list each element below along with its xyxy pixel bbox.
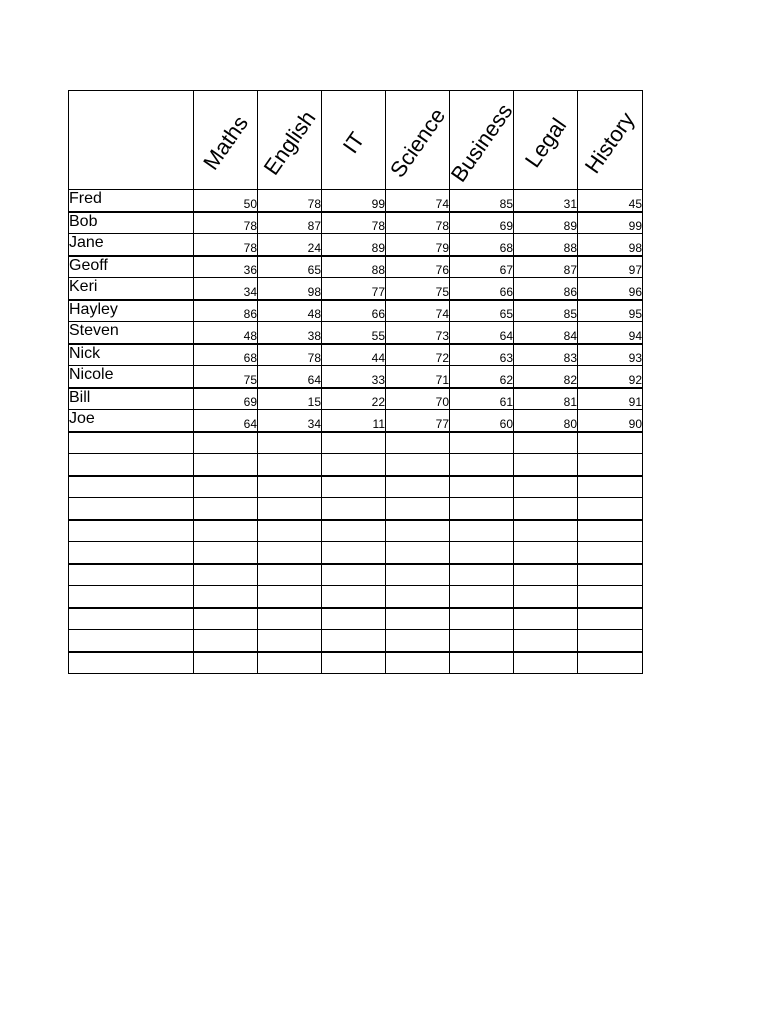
empty-row xyxy=(69,630,643,652)
empty-cell xyxy=(194,432,258,454)
empty-cell xyxy=(386,454,450,476)
score-cell: 65 xyxy=(450,300,514,322)
score-cell: 85 xyxy=(450,190,514,212)
empty-cell xyxy=(514,542,578,564)
empty-cell xyxy=(514,432,578,454)
empty-cell xyxy=(514,564,578,586)
score-cell: 44 xyxy=(322,344,386,366)
empty-cell xyxy=(194,476,258,498)
student-name: Nick xyxy=(69,344,194,366)
score-cell: 77 xyxy=(322,278,386,300)
empty-cell xyxy=(386,432,450,454)
empty-row xyxy=(69,454,643,476)
empty-cell xyxy=(69,432,194,454)
score-cell: 50 xyxy=(194,190,258,212)
empty-cell xyxy=(578,652,643,674)
empty-cell xyxy=(514,608,578,630)
student-name: Bill xyxy=(69,388,194,410)
empty-cell xyxy=(450,432,514,454)
empty-cell xyxy=(386,476,450,498)
empty-cell xyxy=(322,652,386,674)
score-cell: 82 xyxy=(514,366,578,388)
score-cell: 71 xyxy=(386,366,450,388)
score-cell: 78 xyxy=(386,212,450,234)
header-label: English xyxy=(258,105,321,180)
score-cell: 63 xyxy=(450,344,514,366)
header-history xyxy=(578,91,643,190)
empty-row xyxy=(69,586,643,608)
empty-cell xyxy=(258,564,322,586)
empty-cell xyxy=(450,476,514,498)
score-cell: 78 xyxy=(322,212,386,234)
table-row xyxy=(69,190,643,212)
empty-cell xyxy=(322,586,386,608)
score-cell: 80 xyxy=(514,410,578,432)
empty-cell xyxy=(258,520,322,542)
grades-table xyxy=(68,90,643,674)
score-cell: 31 xyxy=(514,190,578,212)
score-cell: 89 xyxy=(514,212,578,234)
corner-cell xyxy=(69,91,194,190)
score-cell: 88 xyxy=(514,234,578,256)
empty-cell xyxy=(322,520,386,542)
empty-cell xyxy=(514,454,578,476)
empty-cell xyxy=(258,542,322,564)
score-cell: 22 xyxy=(322,388,386,410)
score-cell: 88 xyxy=(322,256,386,278)
table-row xyxy=(69,256,643,278)
header-science xyxy=(386,91,450,190)
header-maths xyxy=(194,91,258,190)
score-cell: 24 xyxy=(258,234,322,256)
empty-cell xyxy=(578,454,643,476)
score-cell: 74 xyxy=(386,300,450,322)
score-cell: 64 xyxy=(194,410,258,432)
score-cell: 36 xyxy=(194,256,258,278)
empty-cell xyxy=(514,630,578,652)
score-cell: 99 xyxy=(578,212,643,234)
empty-cell xyxy=(258,608,322,630)
empty-cell xyxy=(194,652,258,674)
score-cell: 34 xyxy=(258,410,322,432)
empty-row xyxy=(69,432,643,454)
score-cell: 45 xyxy=(578,190,643,212)
table-row xyxy=(69,322,643,344)
score-cell: 98 xyxy=(258,278,322,300)
table-row xyxy=(69,278,643,300)
score-cell: 48 xyxy=(194,322,258,344)
student-name: Fred xyxy=(69,190,194,212)
score-cell: 62 xyxy=(450,366,514,388)
student-name: Joe xyxy=(69,410,194,432)
score-cell: 79 xyxy=(386,234,450,256)
score-cell: 85 xyxy=(514,300,578,322)
score-cell: 93 xyxy=(578,344,643,366)
empty-cell xyxy=(69,520,194,542)
empty-cell xyxy=(194,608,258,630)
empty-cell xyxy=(258,652,322,674)
empty-cell xyxy=(386,652,450,674)
score-cell: 75 xyxy=(386,278,450,300)
score-cell: 78 xyxy=(194,212,258,234)
score-cell: 69 xyxy=(194,388,258,410)
score-cell: 11 xyxy=(322,410,386,432)
score-cell: 68 xyxy=(450,234,514,256)
empty-cell xyxy=(386,608,450,630)
score-cell: 72 xyxy=(386,344,450,366)
score-cell: 73 xyxy=(386,322,450,344)
empty-cell xyxy=(578,476,643,498)
score-cell: 87 xyxy=(258,212,322,234)
empty-cell xyxy=(322,432,386,454)
score-cell: 91 xyxy=(578,388,643,410)
empty-cell xyxy=(69,630,194,652)
header-label: Maths xyxy=(197,110,253,175)
empty-cell xyxy=(386,520,450,542)
header-it xyxy=(322,91,386,190)
student-name: Geoff xyxy=(69,256,194,278)
empty-cell xyxy=(322,564,386,586)
empty-cell xyxy=(194,630,258,652)
empty-cell xyxy=(514,520,578,542)
header-legal xyxy=(514,91,578,190)
empty-cell xyxy=(322,608,386,630)
empty-cell xyxy=(386,630,450,652)
score-cell: 84 xyxy=(514,322,578,344)
empty-cell xyxy=(450,520,514,542)
score-cell: 15 xyxy=(258,388,322,410)
score-cell: 33 xyxy=(322,366,386,388)
empty-cell xyxy=(194,542,258,564)
student-name: Hayley xyxy=(69,300,194,322)
empty-cell xyxy=(514,586,578,608)
score-cell: 61 xyxy=(450,388,514,410)
score-cell: 90 xyxy=(578,410,643,432)
empty-cell xyxy=(322,542,386,564)
score-cell: 70 xyxy=(386,388,450,410)
score-cell: 74 xyxy=(386,190,450,212)
table-row xyxy=(69,300,643,322)
score-cell: 60 xyxy=(450,410,514,432)
score-cell: 68 xyxy=(194,344,258,366)
score-cell: 78 xyxy=(194,234,258,256)
score-cell: 38 xyxy=(258,322,322,344)
empty-cell xyxy=(386,586,450,608)
score-cell: 89 xyxy=(322,234,386,256)
empty-cell xyxy=(194,454,258,476)
score-cell: 83 xyxy=(514,344,578,366)
empty-cell xyxy=(322,454,386,476)
score-cell: 78 xyxy=(258,344,322,366)
empty-cell xyxy=(69,652,194,674)
empty-cell xyxy=(578,586,643,608)
score-cell: 65 xyxy=(258,256,322,278)
score-cell: 97 xyxy=(578,256,643,278)
empty-cell xyxy=(386,498,450,520)
table-row xyxy=(69,388,643,410)
empty-cell xyxy=(514,498,578,520)
score-cell: 55 xyxy=(322,322,386,344)
score-cell: 66 xyxy=(450,278,514,300)
empty-row xyxy=(69,542,643,564)
table-row xyxy=(69,344,643,366)
empty-cell xyxy=(258,630,322,652)
score-cell: 69 xyxy=(450,212,514,234)
empty-row xyxy=(69,652,643,674)
empty-cell xyxy=(578,520,643,542)
empty-cell xyxy=(514,652,578,674)
score-cell: 75 xyxy=(194,366,258,388)
empty-cell xyxy=(258,432,322,454)
empty-row xyxy=(69,564,643,586)
score-cell: 92 xyxy=(578,366,643,388)
empty-cell xyxy=(450,586,514,608)
empty-cell xyxy=(322,630,386,652)
score-cell: 48 xyxy=(258,300,322,322)
empty-cell xyxy=(69,454,194,476)
score-cell: 86 xyxy=(194,300,258,322)
empty-cell xyxy=(514,476,578,498)
score-cell: 95 xyxy=(578,300,643,322)
header-label: Science xyxy=(384,103,450,182)
empty-cell xyxy=(450,630,514,652)
empty-cell xyxy=(322,498,386,520)
empty-cell xyxy=(258,498,322,520)
header-label: Legal xyxy=(519,113,571,172)
empty-cell xyxy=(450,498,514,520)
empty-row xyxy=(69,476,643,498)
score-cell: 67 xyxy=(450,256,514,278)
score-cell: 98 xyxy=(578,234,643,256)
empty-cell xyxy=(69,498,194,520)
table-row xyxy=(69,234,643,256)
empty-cell xyxy=(386,564,450,586)
empty-cell xyxy=(69,586,194,608)
score-cell: 96 xyxy=(578,278,643,300)
score-cell: 64 xyxy=(450,322,514,344)
header-label: Business xyxy=(445,98,517,187)
score-cell: 76 xyxy=(386,256,450,278)
student-name: Jane xyxy=(69,234,194,256)
student-name: Nicole xyxy=(69,366,194,388)
student-name: Keri xyxy=(69,278,194,300)
empty-cell xyxy=(450,608,514,630)
empty-cell xyxy=(258,476,322,498)
empty-row xyxy=(69,608,643,630)
score-cell: 78 xyxy=(258,190,322,212)
empty-cell xyxy=(578,630,643,652)
score-cell: 86 xyxy=(514,278,578,300)
empty-cell xyxy=(386,542,450,564)
empty-cell xyxy=(322,476,386,498)
empty-cell xyxy=(450,652,514,674)
empty-cell xyxy=(194,564,258,586)
header-label: IT xyxy=(337,127,369,158)
student-name: Bob xyxy=(69,212,194,234)
empty-cell xyxy=(258,454,322,476)
table-row xyxy=(69,366,643,388)
header-row xyxy=(69,91,643,190)
empty-cell xyxy=(578,542,643,564)
score-cell: 87 xyxy=(514,256,578,278)
empty-cell xyxy=(578,498,643,520)
student-name: Steven xyxy=(69,322,194,344)
empty-cell xyxy=(258,586,322,608)
header-label: History xyxy=(579,107,640,178)
empty-cell xyxy=(194,586,258,608)
empty-cell xyxy=(69,542,194,564)
empty-cell xyxy=(69,564,194,586)
empty-cell xyxy=(194,520,258,542)
empty-cell xyxy=(69,608,194,630)
score-cell: 94 xyxy=(578,322,643,344)
header-business xyxy=(445,91,517,190)
empty-cell xyxy=(578,608,643,630)
score-cell: 64 xyxy=(258,366,322,388)
score-cell: 99 xyxy=(322,190,386,212)
header-english xyxy=(258,91,322,190)
empty-cell xyxy=(194,498,258,520)
score-cell: 66 xyxy=(322,300,386,322)
table-row xyxy=(69,410,643,432)
empty-row xyxy=(69,498,643,520)
empty-cell xyxy=(450,454,514,476)
score-cell: 77 xyxy=(386,410,450,432)
empty-cell xyxy=(69,476,194,498)
table-row xyxy=(69,212,643,234)
empty-cell xyxy=(578,432,643,454)
empty-cell xyxy=(578,564,643,586)
score-cell: 81 xyxy=(514,388,578,410)
empty-cell xyxy=(450,564,514,586)
score-cell: 34 xyxy=(194,278,258,300)
empty-row xyxy=(69,520,643,542)
empty-cell xyxy=(450,542,514,564)
